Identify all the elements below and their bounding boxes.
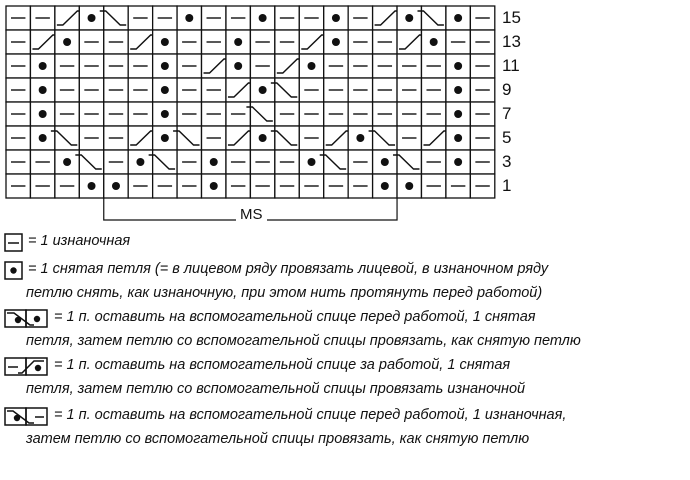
slip-dot	[308, 62, 316, 70]
legend-cross2-text-1: = 1 п. оставить на вспомогательной спице за работой, 1 снятая	[54, 357, 511, 373]
chart-cell	[30, 30, 54, 54]
chart-cell	[324, 126, 348, 150]
slip-dot	[454, 14, 462, 22]
chart-cell	[128, 126, 152, 150]
cross-right-slip-symbol-icon	[4, 309, 50, 329]
slip-dot	[234, 38, 242, 46]
slip-dot	[454, 134, 462, 142]
slip-dot	[381, 158, 389, 166]
purl-symbol-icon	[4, 233, 24, 253]
slip-dot	[63, 158, 71, 166]
slip-dot	[454, 86, 462, 94]
slip-dot	[88, 14, 96, 22]
slip-dot	[39, 110, 47, 118]
slip-dot	[430, 38, 438, 46]
repeat-label: MS	[236, 207, 267, 223]
cross-right-purl-symbol-icon	[4, 407, 50, 427]
slip-dot	[88, 182, 96, 190]
chart-cell	[226, 126, 250, 150]
slip-dot	[39, 62, 47, 70]
chart-cell	[299, 30, 323, 54]
slip-dot	[161, 134, 169, 142]
chart-cell	[250, 102, 274, 126]
chart-cell	[397, 150, 421, 174]
chart-cell	[202, 54, 226, 78]
slip-dot	[39, 86, 47, 94]
slip-dot	[381, 182, 389, 190]
slip-dot	[161, 38, 169, 46]
slip-dot	[63, 38, 71, 46]
row-number-5: 5	[502, 128, 512, 147]
slip-dot	[259, 14, 267, 22]
chart-cell	[397, 30, 421, 54]
legend-cross1-text-2: петля, затем петлю со вспомогательной спицы провязать, как снятую петлю	[26, 333, 581, 349]
row-number-3: 3	[502, 152, 512, 171]
chart-cell	[104, 6, 128, 30]
chart-cell	[421, 126, 445, 150]
legend-purl-text: = 1 изнаночная	[28, 233, 131, 249]
legend-cross2-text-2: петля, затем петлю со вспомогательной спицы провязать изнаночной	[26, 381, 526, 397]
row-number-7: 7	[502, 104, 512, 123]
slip-dot	[161, 86, 169, 94]
chart-cell	[177, 126, 201, 150]
chart-cell	[153, 150, 177, 174]
legend-slip-text-1: = 1 снятая петля (= в лицевом ряду провязать лицевой, в изнаночном ряду	[28, 261, 549, 277]
slip-dot	[259, 86, 267, 94]
slip-dot	[234, 62, 242, 70]
chart-cell	[421, 6, 445, 30]
chart-cell	[55, 6, 79, 30]
slip-dot	[308, 158, 316, 166]
slip-dot	[112, 182, 120, 190]
legend-cross1-text-1: = 1 п. оставить на вспомогательной спице перед работой, 1 снятая	[54, 309, 536, 325]
slip-dot	[454, 158, 462, 166]
slip-dot	[259, 134, 267, 142]
slip-dot	[161, 110, 169, 118]
legend-cross3-text-1: = 1 п. оставить на вспомогательной спице перед работой, 1 изнаночная,	[54, 407, 567, 423]
slip-dot	[405, 182, 413, 190]
row-number-9: 9	[502, 80, 512, 99]
slip-stitch-symbol-icon	[4, 261, 24, 281]
slip-dot	[454, 62, 462, 70]
slip-dot	[405, 14, 413, 22]
slip-dot	[210, 158, 218, 166]
chart-cell	[373, 6, 397, 30]
legend-slip-text-2: петлю снять, как изнаночную, при этом нить протянуть перед работой)	[26, 285, 543, 301]
chart-cell	[275, 126, 299, 150]
slip-dot	[161, 62, 169, 70]
chart-cell	[79, 150, 103, 174]
slip-dot	[39, 134, 47, 142]
chart-cell	[55, 126, 79, 150]
chart-cell	[226, 78, 250, 102]
cross-left-purl-symbol-icon	[4, 357, 50, 377]
chart-cell	[324, 150, 348, 174]
row-number-1: 1	[502, 176, 512, 195]
chart-cell	[128, 30, 152, 54]
slip-dot	[185, 14, 193, 22]
slip-dot	[332, 14, 340, 22]
chart-cell	[275, 54, 299, 78]
row-number-15: 15	[502, 8, 521, 27]
row-number-13: 13	[502, 32, 521, 51]
legend-cross3-text-2: затем петлю со вспомогательной спицы провязать, как снятую петлю	[26, 431, 530, 447]
slip-dot	[136, 158, 144, 166]
row-number-11: 11	[502, 56, 520, 75]
slip-dot	[356, 134, 364, 142]
slip-dot	[454, 110, 462, 118]
slip-dot	[332, 38, 340, 46]
chart-cell	[373, 126, 397, 150]
knitting-chart	[0, 0, 500, 230]
slip-dot	[210, 182, 218, 190]
chart-cell	[275, 78, 299, 102]
